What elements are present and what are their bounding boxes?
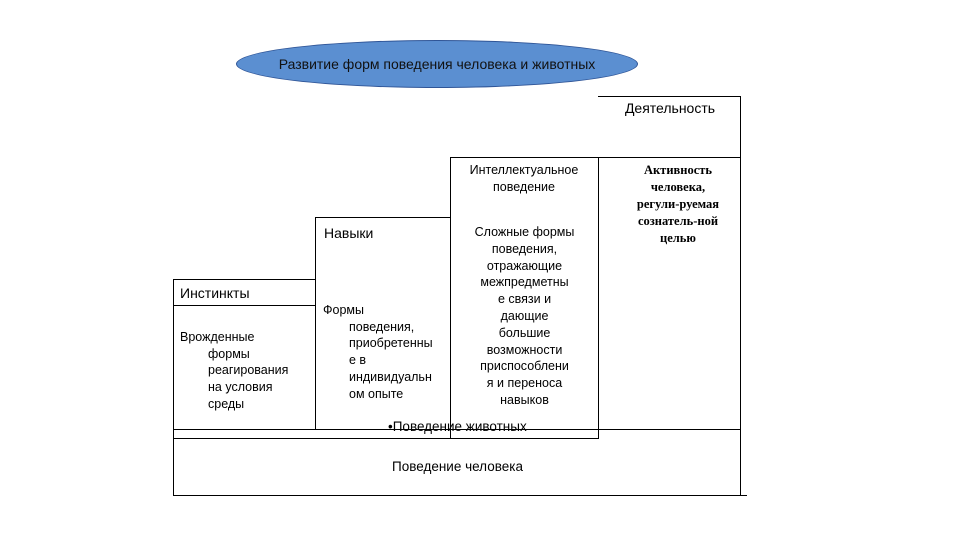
instincts-description-text: Врожденные формы реагирования на условия среды <box>180 329 289 411</box>
skills-description <box>323 285 448 419</box>
intellectual-description: Сложные формы поведения, отражающие межпредметны е связи и дающие большие возможности приспособлени я и переноса навыков <box>474 225 575 407</box>
instincts-description <box>180 312 310 430</box>
animal-behavior-label: •Поведение животных <box>388 419 527 434</box>
diagram-title <box>236 40 638 88</box>
diagram-title-text: Развитие форм поведения человека и животных <box>278 56 596 72</box>
instincts-heading: Инстинкты <box>180 285 250 301</box>
skills-heading: Навыки <box>324 225 374 241</box>
skills-description-text: Формы поведения, приобретенны е в индивидуальн ом опыте <box>323 302 433 401</box>
activity-heading: Деятельность <box>624 100 716 116</box>
human-behavior-label: Поведение человека <box>392 459 523 474</box>
intellectual-heading: Интеллектуальное поведение <box>469 163 579 194</box>
activity-description: Активность человека, регули-руемая сознатель-ной целью <box>636 163 720 245</box>
